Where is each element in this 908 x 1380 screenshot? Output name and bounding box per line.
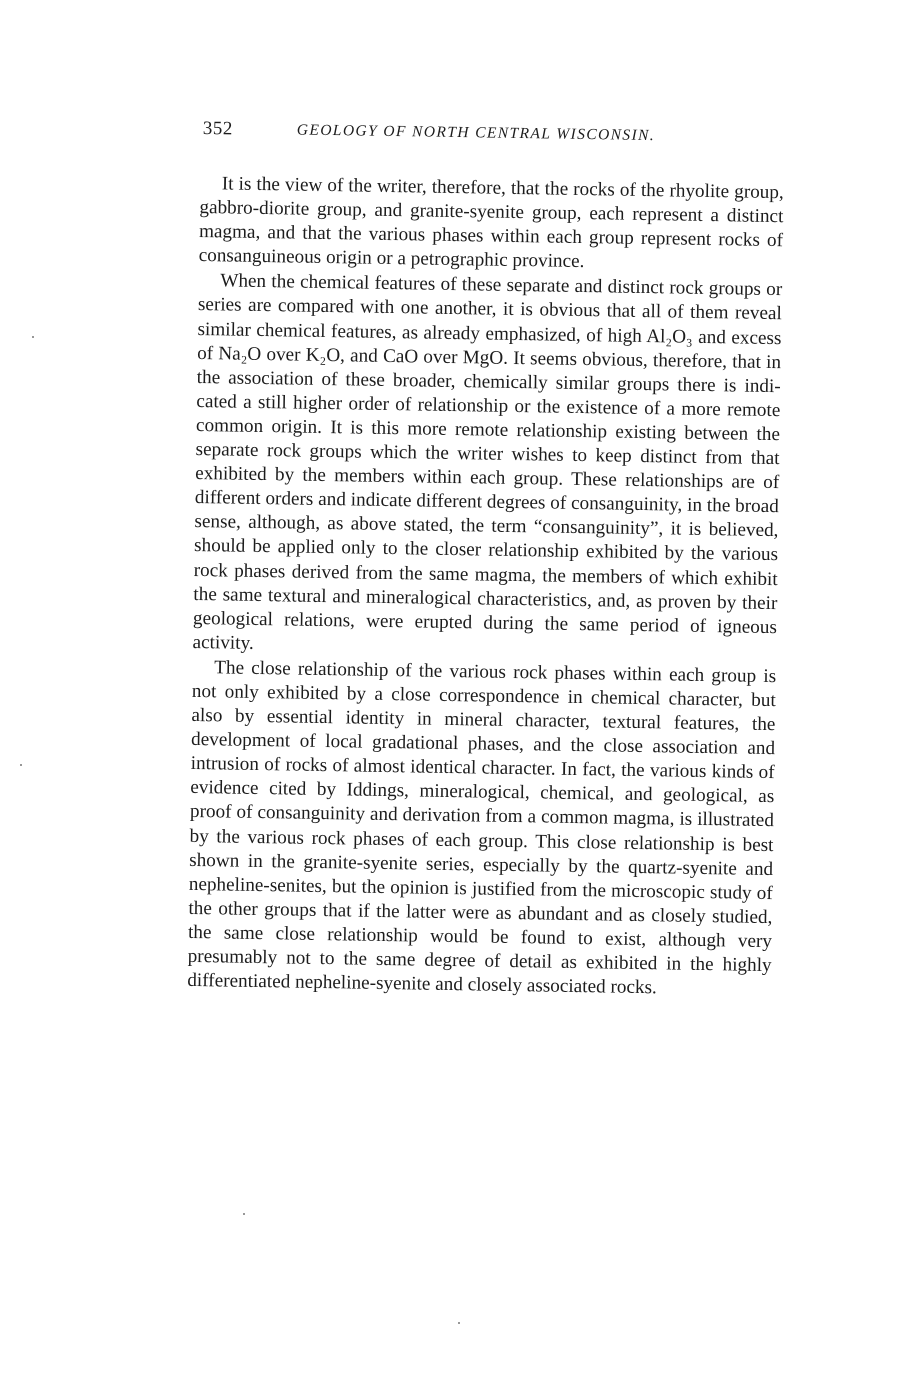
scan-speck — [32, 336, 34, 338]
page-number: 352 — [202, 118, 233, 140]
page-header — [203, 118, 703, 156]
scan-speck — [20, 764, 22, 766]
paragraph-1: It is the view of the writer, therefore, that the rocks of the rhyolite group, gabbro-diorite group, and granite-syenite group, each represent a distinct magma, and that the various phases within each group represent rocks of consanguineous origin or a petrographic province. — [198, 173, 784, 273]
body-text — [187, 172, 784, 1002]
scan-speck — [458, 1322, 460, 1324]
scan-speck — [243, 1213, 245, 1215]
paragraph-3: The close relationship of the various rock phases within each group is not only exhibited by a close correspondence in chemical character, but also by essential identity in mineral character, textural features, the development of local gradational phases, and the close association and intrusion of rocks of almost identical character. In fact, the various kinds of evidence cited by Iddings, mineralogical, chemical, and geological, as proof of consanguinity and derivation from a common magma, is illustrated by the various rock phases of each group. This close relationship is best shown in the granite-syenite series, especially by the quartz-syenite and nepheline-senites, but the opinion is justified from the microscopic study of the other groups that if the latter were as abundant and as closely studied, the same close relationship would be found to exist, although very presumably not to the same degree of detail as exhibited in the highly differentiated nepheline-syenite and closely associated rocks. — [187, 657, 777, 999]
paragraph-2: When the chemical features of these separate and distinct rock groups or series are compared with one another, it is obvious that all of them reveal similar chemical features, as already emphasized, of high Al₂O₃ and excess of Na₂O over K₂O, and CaO over MgO. It seems obvious, therefore, that in the association of these broader, chemically similar groups there is indicated a still higher order of relationship or the existence of a more remote common origin. It is this more remote relationship existing between the separate rock groups which the writer wishes to keep distinct from that exhibited by the members within each group. These relationships are of different orders and indicate different degrees of consanguinity, in the broad sense, although, as above stated, the term “consanguinity”, it is believed, should be applied only to the closer relationship exhibited by the various rock phases derived from the same magma, the members of which exhibit the same textural and mineralogical characteristics, and, as proven by their geological relations, were erupted during the same period of igneous activity. — [192, 270, 783, 654]
running-title: GEOLOGY OF NORTH CENTRAL WISCONSIN. — [296, 121, 656, 145]
